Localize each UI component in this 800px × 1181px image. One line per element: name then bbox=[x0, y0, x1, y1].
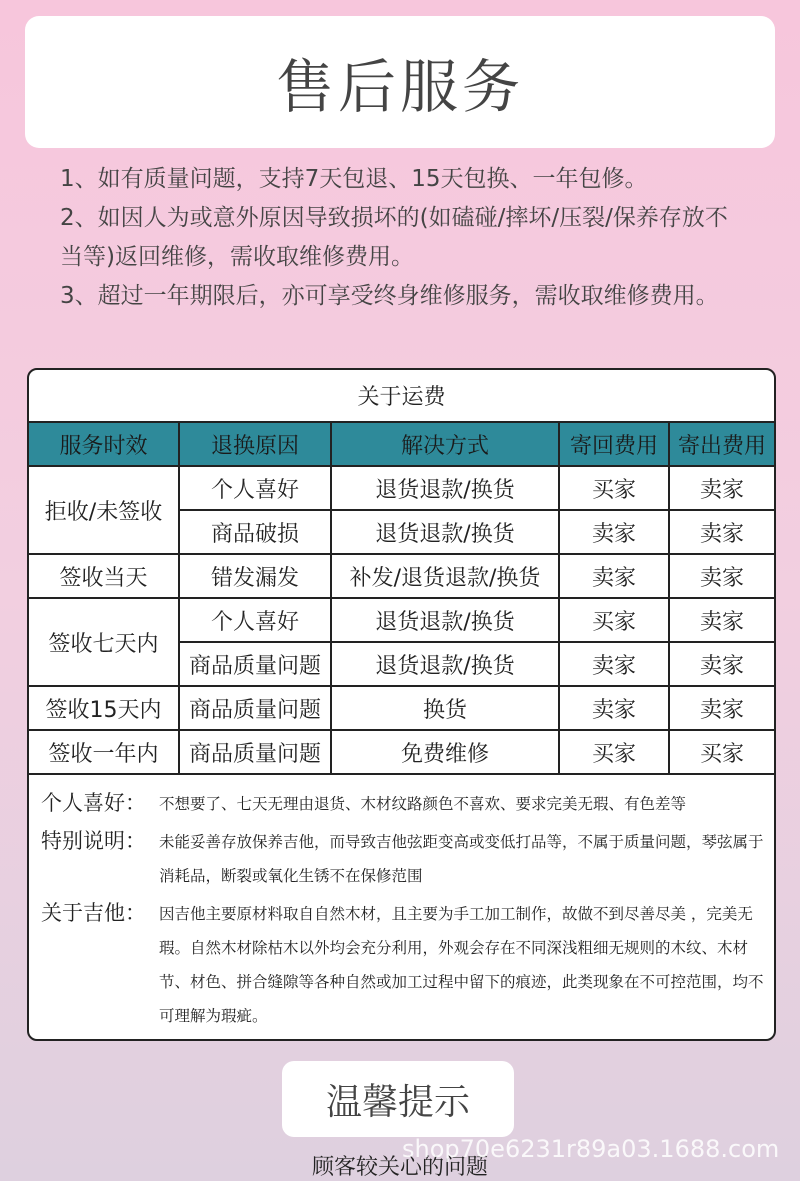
column-header: 解决方式 bbox=[331, 422, 559, 466]
shipping-table bbox=[29, 421, 774, 775]
solution-cell: 退货退款/换货 bbox=[331, 510, 559, 554]
send-fee-cell: 卖家 bbox=[669, 466, 774, 510]
period-cell: 签收七天内 bbox=[29, 598, 179, 686]
send-fee-cell: 卖家 bbox=[669, 598, 774, 642]
return-fee-cell: 卖家 bbox=[559, 642, 669, 686]
notes bbox=[29, 775, 774, 1033]
note-text: 因吉他主要原材料取自自然木材，且主要为手工加工制作，故做不到尽善尽美 ，完美无瑕。自然木材除枯木以外均会充分利用，外观会存在不同深浅粗细无规则的木纹、木材节、材色、拼合缝隙等各种自然或加工过程中留下的痕迹，此类现象在不可控范围，均不可理解为瑕疵。 bbox=[159, 905, 764, 1025]
send-fee-cell: 卖家 bbox=[669, 686, 774, 730]
note-label: 特别说明： bbox=[41, 829, 146, 853]
send-fee-cell: 卖家 bbox=[669, 642, 774, 686]
reason-cell: 商品破损 bbox=[179, 510, 331, 554]
subtitle: 顾客较关心的问题 bbox=[311, 1155, 488, 1180]
solution-cell: 退货退款/换货 bbox=[331, 598, 559, 642]
reason-cell: 错发漏发 bbox=[179, 554, 331, 598]
solution-cell: 退货退款/换货 bbox=[331, 642, 559, 686]
send-fee-cell: 卖家 bbox=[669, 510, 774, 554]
column-header: 寄回费用 bbox=[559, 422, 669, 466]
return-fee-cell: 买家 bbox=[559, 598, 669, 642]
send-fee-cell: 卖家 bbox=[669, 554, 774, 598]
note-item bbox=[41, 897, 764, 1033]
return-fee-cell: 买家 bbox=[559, 730, 669, 774]
reason-cell: 商品质量问题 bbox=[179, 642, 331, 686]
note-item bbox=[41, 825, 764, 893]
note-text: 未能妥善存放保养吉他，而导致吉他弦距变高或变低打品等，不属于质量问题，琴弦属于消耗品，断裂或氧化生锈不在保修范围 bbox=[159, 833, 764, 885]
shipping-box bbox=[27, 368, 776, 1041]
send-fee-cell: 买家 bbox=[669, 730, 774, 774]
reason-cell: 商品质量问题 bbox=[179, 686, 331, 730]
period-cell: 拒收/未签收 bbox=[29, 466, 179, 554]
note-label: 个人喜好： bbox=[41, 791, 146, 815]
rule-1: 1、如有质量问题，支持7天包退、15天包换、一年包修。 bbox=[60, 166, 648, 192]
rule-2: 2、如因人为或意外原因导致损坏的(如磕碰/摔坏/压裂/保养存放不当等)返回维修，需收取维修费用。 bbox=[60, 205, 728, 270]
table-row bbox=[29, 686, 774, 730]
shipping-title: 关于运费 bbox=[357, 385, 446, 410]
rule-3: 3、超过一年期限后，亦可享受终身维修服务，需收取维修费用。 bbox=[60, 283, 719, 309]
note-label: 关于吉他： bbox=[41, 901, 146, 925]
table-row bbox=[29, 554, 774, 598]
table-row bbox=[29, 598, 774, 642]
period-cell: 签收15天内 bbox=[29, 686, 179, 730]
return-fee-cell: 卖家 bbox=[559, 554, 669, 598]
reason-cell: 商品质量问题 bbox=[179, 730, 331, 774]
solution-cell: 补发/退货退款/换货 bbox=[331, 554, 559, 598]
service-rules bbox=[60, 160, 750, 316]
return-fee-cell: 卖家 bbox=[559, 686, 669, 730]
page-title: 售后服务 bbox=[275, 53, 524, 121]
solution-cell: 退货退款/换货 bbox=[331, 466, 559, 510]
return-fee-cell: 买家 bbox=[559, 466, 669, 510]
table-row bbox=[29, 730, 774, 774]
table-row bbox=[29, 466, 774, 510]
note-item bbox=[41, 787, 764, 821]
solution-cell: 换货 bbox=[331, 686, 559, 730]
solution-cell: 免费维修 bbox=[331, 730, 559, 774]
reason-cell: 个人喜好 bbox=[179, 466, 331, 510]
reason-cell: 个人喜好 bbox=[179, 598, 331, 642]
title-card bbox=[25, 16, 775, 148]
tip-title: 温馨提示 bbox=[325, 1081, 470, 1123]
return-fee-cell: 卖家 bbox=[559, 510, 669, 554]
column-header: 退换原因 bbox=[179, 422, 331, 466]
column-header: 服务时效 bbox=[29, 422, 179, 466]
tip-card bbox=[282, 1061, 514, 1137]
watermark: shop70e6231r89a03.1688.com bbox=[402, 1135, 780, 1163]
period-cell: 签收当天 bbox=[29, 554, 179, 598]
note-text: 不想要了、七天无理由退货、木材纹路颜色不喜欢、要求完美无瑕、有色差等 bbox=[159, 795, 687, 813]
column-header: 寄出费用 bbox=[669, 422, 774, 466]
period-cell: 签收一年内 bbox=[29, 730, 179, 774]
